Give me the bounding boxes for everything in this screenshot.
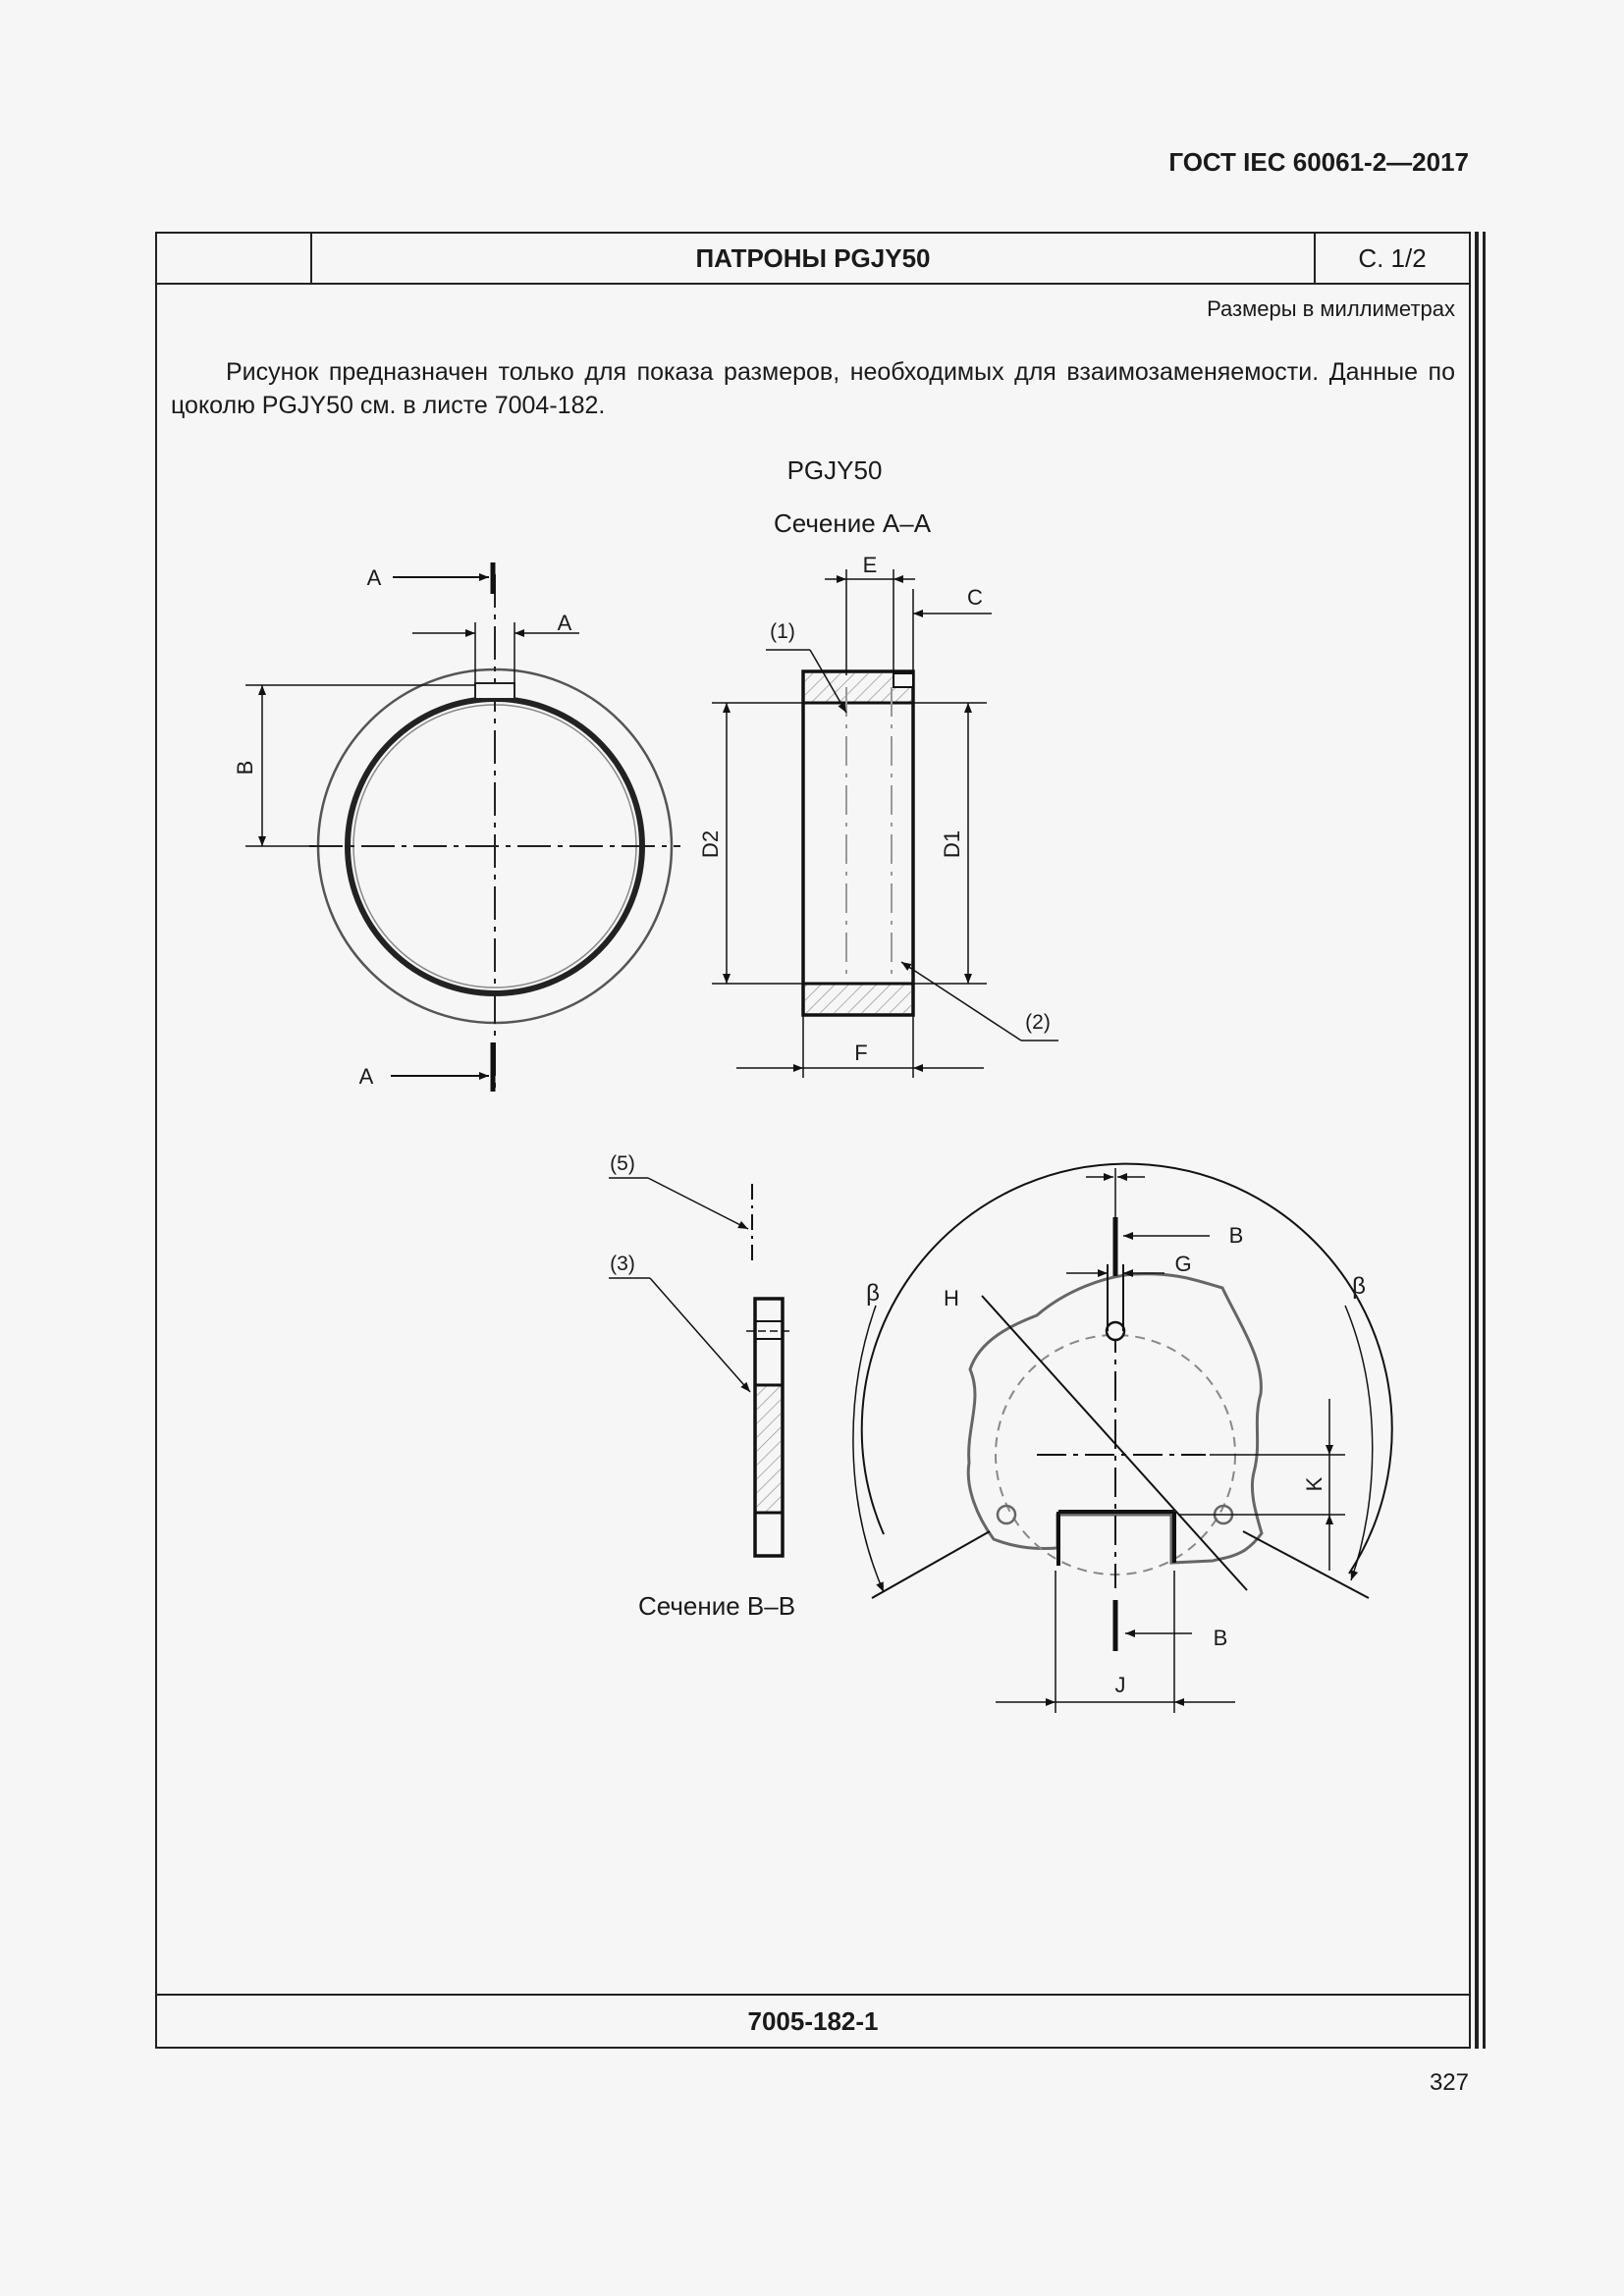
label-b-cut-bottom: B [1213, 1626, 1228, 1650]
note-1: (1) [770, 620, 795, 643]
label-a-bottom: A [358, 1064, 374, 1089]
label-d2: D2 [698, 829, 723, 859]
label-k: K [1302, 1476, 1326, 1492]
note-5: (5) [610, 1152, 635, 1175]
label-g: G [1174, 1252, 1192, 1276]
section-bb-leaders [609, 1178, 750, 1392]
section-bb-title: Сечение B–B [637, 1591, 796, 1621]
label-f: F [854, 1041, 868, 1065]
drawing-title: PGJY50 [786, 455, 883, 485]
label-beta-left: β [866, 1280, 880, 1307]
sheet-code: 7005-182-1 [157, 1994, 1469, 2047]
label-b-depth: B [233, 760, 257, 775]
ring-dimensions [245, 622, 579, 846]
label-h: H [944, 1286, 959, 1310]
standard-code: ГОСТ IEC 60061-2—2017 [1168, 147, 1469, 177]
section-aa-title: Сечение A–A [773, 508, 932, 538]
note-3: (3) [610, 1253, 635, 1275]
ring-front-view [309, 574, 680, 1090]
label-a-top: A [366, 565, 382, 590]
description-paragraph: Рисунок предназначен только для показа размеров, необходимых для взаимозаменяемости. Данные по цоколю PGJY50 см. в листе 7004-182. [171, 358, 1455, 419]
units-note: Размеры в миллиметрах [1207, 296, 1455, 321]
label-beta-right: β [1352, 1273, 1366, 1300]
section-bb-view [746, 1184, 791, 1556]
label-d1: D1 [940, 829, 964, 859]
note-2: (2) [1025, 1011, 1051, 1034]
sheet-page: С. 1/2 [1314, 234, 1469, 283]
label-e: E [862, 553, 878, 577]
label-a-width: A [557, 611, 572, 635]
section-a-cut-marks [391, 562, 493, 1092]
plan-view [862, 1164, 1392, 1651]
label-b-cut-top: B [1228, 1223, 1244, 1248]
page-number: 327 [1429, 2069, 1469, 2096]
label-c: C [967, 585, 983, 610]
section-aa-view [803, 671, 913, 1015]
sheet-title: ПАТРОНЫ PGJY50 [695, 242, 931, 273]
label-j: J [1114, 1673, 1126, 1697]
